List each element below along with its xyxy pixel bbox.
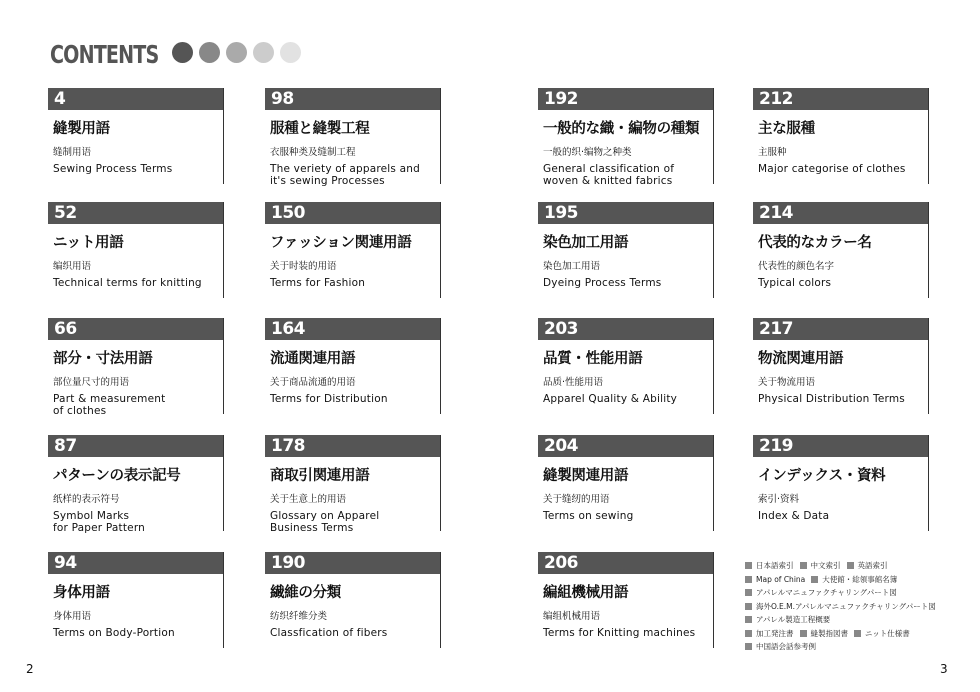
contents-card[interactable] <box>48 202 224 298</box>
card-title-japanese: 物流関連用語 <box>758 351 844 367</box>
contents-card[interactable] <box>265 552 441 648</box>
card-title-japanese: 縫製用語 <box>53 121 110 137</box>
index-list-row <box>745 586 945 600</box>
page-number-right: 3 <box>940 662 948 676</box>
card-title-chinese: 关于生意上的用语 <box>270 494 347 505</box>
index-list-row <box>745 627 945 641</box>
card-title-english: Terms for Knitting machines <box>543 627 696 639</box>
card-title-english: Physical Distribution Terms <box>758 393 905 405</box>
index-list-item[interactable]: Map of China <box>756 574 806 584</box>
card-title-japanese: 流通関連用語 <box>270 351 356 367</box>
contents-card[interactable] <box>538 88 714 187</box>
card-title-japanese: ファッション関連用語 <box>270 235 412 251</box>
index-list-item[interactable]: ニット仕様書 <box>865 628 910 638</box>
index-list-row <box>745 559 945 573</box>
index-list-item[interactable]: 大使館・総領事館名簿 <box>822 574 898 584</box>
card-title-japanese: 縫製関連用語 <box>543 468 629 484</box>
card-title-english: Terms for Distribution <box>270 393 388 405</box>
card-page-number: 212 <box>753 88 928 110</box>
card-title-japanese: ニット用語 <box>53 235 124 251</box>
card-page-number: 66 <box>48 318 223 340</box>
index-list-item[interactable]: 海外O.E.M.アパレルマニュファクチャリングパート図 <box>756 601 936 611</box>
card-page-number: 178 <box>265 435 440 457</box>
square-bullet-icon <box>745 630 752 637</box>
card-title-english: General classification of woven & knitted fabrics <box>543 163 675 187</box>
card-page-number: 52 <box>48 202 223 224</box>
card-title-japanese: 服種と縫製工程 <box>270 121 370 137</box>
card-title-japanese: 繊維の分類 <box>270 585 341 601</box>
card-title-english: Part & measurement of clothes <box>53 393 166 417</box>
contents-card[interactable] <box>753 88 929 184</box>
card-title-chinese: 品质·性能用语 <box>543 377 604 388</box>
decorative-dot <box>172 42 193 63</box>
card-title-japanese: 編組機械用語 <box>543 585 629 601</box>
square-bullet-icon <box>745 576 752 583</box>
contents-card[interactable] <box>753 202 929 298</box>
index-list-row <box>745 573 945 587</box>
contents-card[interactable] <box>48 318 224 417</box>
square-bullet-icon <box>800 630 807 637</box>
card-page-number: 98 <box>265 88 440 110</box>
contents-card[interactable] <box>753 318 929 414</box>
square-bullet-icon <box>811 576 818 583</box>
card-page-number: 192 <box>538 88 713 110</box>
index-list-row <box>745 600 945 614</box>
card-title-english: Technical terms for knitting <box>53 277 202 289</box>
square-bullet-icon <box>745 616 752 623</box>
index-list-item[interactable]: 英語索引 <box>857 561 888 570</box>
card-title-english: Terms on sewing <box>543 510 634 522</box>
card-title-chinese: 衣服种类及缝制工程 <box>270 147 356 158</box>
index-list-item[interactable]: 縫製指図書 <box>810 628 848 638</box>
card-title-english: The veriety of apparels and it's sewing Processes <box>270 163 420 187</box>
card-title-chinese: 关于商品流通的用语 <box>270 377 356 388</box>
index-list-item[interactable]: 日本語索引 <box>756 561 794 570</box>
contents-card[interactable] <box>48 552 224 648</box>
card-page-number: 203 <box>538 318 713 340</box>
card-page-number: 190 <box>265 552 440 574</box>
decorative-dot <box>226 42 247 63</box>
card-page-number: 219 <box>753 435 928 457</box>
contents-card[interactable] <box>538 202 714 298</box>
card-page-number: 87 <box>48 435 223 457</box>
index-list-row <box>745 640 945 654</box>
index-list-item[interactable]: 加工発注書 <box>756 628 794 638</box>
contents-heading <box>50 40 301 69</box>
index-list-item[interactable]: 中文索引 <box>810 561 841 570</box>
card-title-chinese: 身体用语 <box>53 611 92 622</box>
decorative-dot <box>253 42 274 63</box>
index-list-row <box>745 613 945 627</box>
card-title-chinese: 编织用语 <box>53 261 92 272</box>
contents-card[interactable] <box>538 552 714 648</box>
card-title-english: Terms on Body-Portion <box>53 627 175 639</box>
card-title-japanese: 染色加工用語 <box>543 235 629 251</box>
card-title-english: Typical colors <box>758 277 832 289</box>
contents-card[interactable] <box>265 202 441 298</box>
card-title-english: Apparel Quality & Ability <box>543 393 678 405</box>
contents-card[interactable] <box>538 435 714 531</box>
card-title-japanese: 一般的な織・編物の種類 <box>543 121 700 137</box>
card-title-japanese: 主な服種 <box>758 121 815 137</box>
decorative-dots <box>166 42 301 67</box>
square-bullet-icon <box>745 589 752 596</box>
square-bullet-icon <box>854 630 861 637</box>
card-title-english: Terms for Fashion <box>270 277 366 289</box>
contents-card[interactable] <box>753 435 929 531</box>
contents-card[interactable] <box>48 435 224 534</box>
square-bullet-icon <box>745 562 752 569</box>
card-page-number: 204 <box>538 435 713 457</box>
square-bullet-icon <box>847 562 854 569</box>
card-title-japanese: 品質・性能用語 <box>543 351 643 367</box>
card-title-japanese: 部分・寸法用語 <box>53 351 153 367</box>
card-page-number: 195 <box>538 202 713 224</box>
page-number-left: 2 <box>26 662 34 676</box>
square-bullet-icon <box>745 643 752 650</box>
card-title-english: Index & Data <box>758 510 830 522</box>
card-title-japanese: 身体用語 <box>53 585 110 601</box>
contents-card[interactable] <box>265 318 441 414</box>
index-list-item[interactable]: アパレル製造工程概要 <box>756 615 831 624</box>
card-title-chinese: 编组机械用语 <box>543 611 601 622</box>
card-title-chinese: 一般的织·编物之种类 <box>543 147 632 158</box>
card-title-english: Glossary on Apparel Business Terms <box>270 510 380 534</box>
card-page-number: 4 <box>48 88 223 110</box>
card-page-number: 214 <box>753 202 928 224</box>
square-bullet-icon <box>800 562 807 569</box>
contents-card[interactable] <box>538 318 714 414</box>
contents-card[interactable] <box>48 88 224 184</box>
card-title-japanese: 商取引関連用語 <box>270 468 370 484</box>
card-title-chinese: 关于缝纫的用语 <box>543 494 610 505</box>
card-title-chinese: 纸样的表示符号 <box>53 494 120 505</box>
card-title-chinese: 关于时装的用语 <box>270 261 337 272</box>
card-title-english: Classfication of fibers <box>270 627 388 639</box>
card-title-chinese: 索引·资料 <box>758 494 800 505</box>
card-title-chinese: 缝制用语 <box>53 147 92 158</box>
card-title-chinese: 关于物流用语 <box>758 377 816 388</box>
index-list-item[interactable]: アパレルマニュファクチャリングパート図 <box>756 588 897 597</box>
card-title-english: Dyeing Process Terms <box>543 277 662 289</box>
card-page-number: 94 <box>48 552 223 574</box>
square-bullet-icon <box>745 603 752 610</box>
card-title-english: Major categorise of clothes <box>758 163 906 175</box>
card-page-number: 150 <box>265 202 440 224</box>
card-title-chinese: 部位量尺寸的用语 <box>53 377 130 388</box>
card-title-japanese: インデックス・資料 <box>758 468 886 484</box>
contents-card[interactable] <box>265 435 441 534</box>
card-page-number: 206 <box>538 552 713 574</box>
card-title-japanese: パターンの表示記号 <box>53 468 181 484</box>
contents-card[interactable] <box>265 88 441 187</box>
card-title-chinese: 主服种 <box>758 147 787 158</box>
card-page-number: 217 <box>753 318 928 340</box>
card-title-chinese: 代表性的颜色名字 <box>758 261 835 272</box>
card-page-number: 164 <box>265 318 440 340</box>
card-title-chinese: 纺织纤维分类 <box>270 611 328 622</box>
contents-title: CONTENTS <box>50 40 159 69</box>
index-list-item[interactable]: 中国語会話参考例 <box>756 642 816 651</box>
card-title-japanese: 代表的なカラー名 <box>758 235 872 251</box>
card-title-chinese: 染色加工用语 <box>543 261 601 272</box>
decorative-dot <box>280 42 301 63</box>
index-list <box>745 559 945 654</box>
decorative-dot <box>199 42 220 63</box>
card-title-english: Symbol Marks for Paper Pattern <box>53 510 146 534</box>
card-title-english: Sewing Process Terms <box>53 163 173 175</box>
